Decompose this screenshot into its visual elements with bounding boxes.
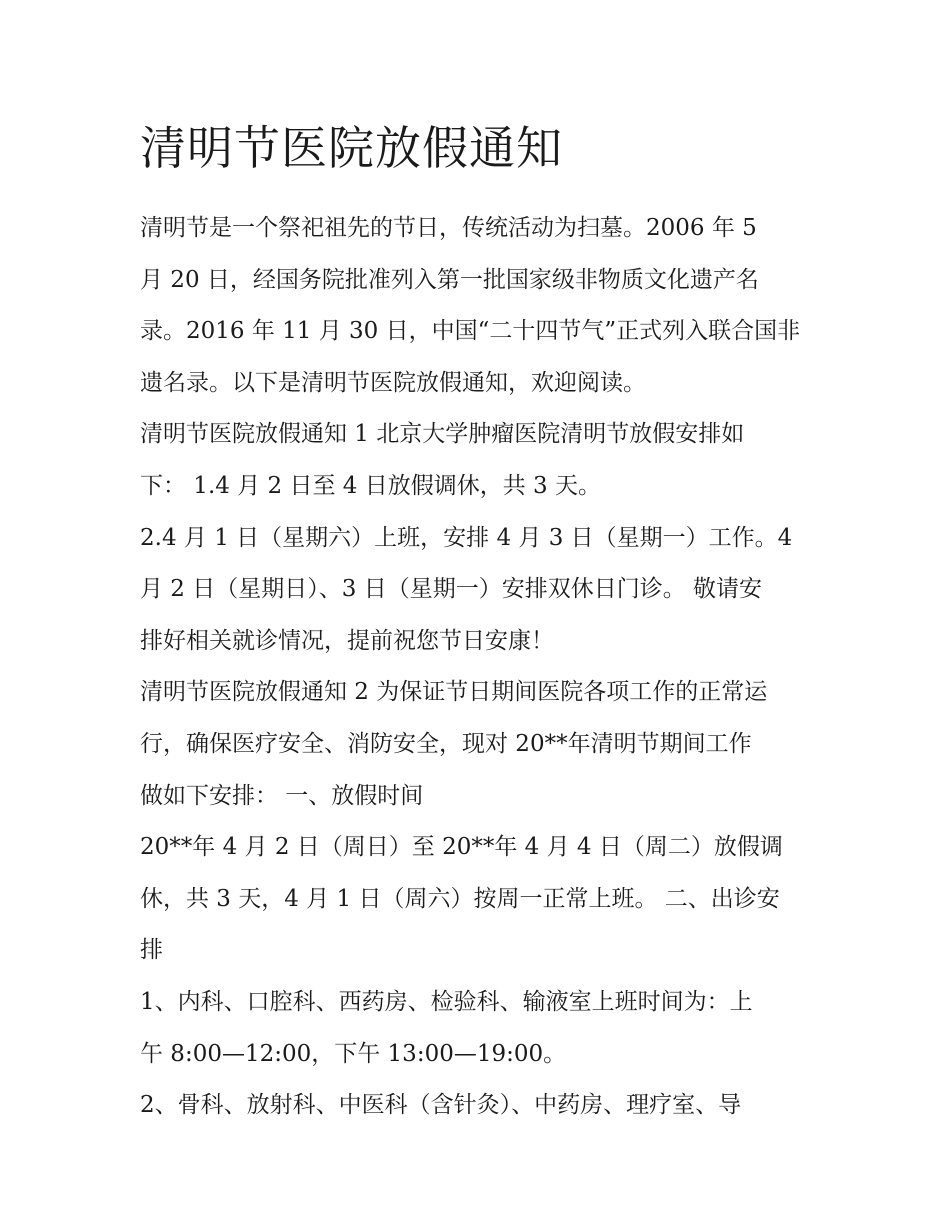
text-line: 做如下安排： 一、放假时间 (140, 782, 424, 809)
notice-2-paragraph (140, 667, 812, 822)
holiday-period-paragraph (140, 822, 812, 977)
text-line: 下： 1.4 月 2 日至 4 日放假调休，共 3 天。 (140, 472, 601, 499)
schedule-item-1-paragraph (140, 977, 812, 1080)
text-line: 清明节医院放假通知 2 为保证节日期间医院各项工作的正常运 (140, 679, 768, 706)
text-line: 月 2 日（星期日）、3 日（星期一）安排双休日门诊。 敬请安 (140, 576, 763, 603)
text-line: 月 20 日，经国务院批准列入第一批国家级非物质文化遗产名 (140, 266, 759, 293)
text-line: 行，确保医疗安全、消防安全，现对 20**年清明节期间工作 (140, 730, 752, 757)
text-line: 清明节医院放假通知 1 北京大学肿瘤医院清明节放假安排如 (140, 421, 745, 448)
text-line: 1、内科、口腔科、西药房、检验科、输液室上班时间为：上 (140, 988, 753, 1015)
notice-1-item-2-paragraph (140, 513, 812, 668)
intro-paragraph (140, 203, 812, 409)
text-line: 2、骨科、放射科、中医科（含针灸）、中药房、理疗室、导 (140, 1092, 742, 1119)
text-line: 休，共 3 天，4 月 1 日（周六）按周一正常上班。 二、出诊安 (140, 885, 780, 912)
text-line: 排 (140, 937, 163, 964)
notice-1-paragraph (140, 409, 812, 512)
text-line: 遗名录。以下是清明节医院放假通知，欢迎阅读。 (140, 369, 646, 396)
schedule-item-2-paragraph (140, 1080, 812, 1132)
document-title: 清明节医院放假通知 (140, 121, 563, 175)
text-line: 清明节是一个祭祀祖先的节日，传统活动为扫墓。2006 年 5 (140, 215, 757, 241)
text-line: 2.4 月 1 日（星期六）上班，安排 4 月 3 日（星期一）工作。4 (140, 524, 793, 551)
text-line: 录。2016 年 11 月 30 日，中国“二十四节气”正式列入联合国非 (140, 318, 801, 345)
text-line: 午 8:00—12:00，下午 13:00—19:00。 (140, 1040, 567, 1067)
text-line: 20**年 4 月 2 日（周日）至 20**年 4 月 4 日（周二）放假调 (140, 834, 783, 861)
document-page (140, 118, 812, 1132)
text-line: 排好相关就诊情况，提前祝您节日安康！ (140, 627, 554, 654)
